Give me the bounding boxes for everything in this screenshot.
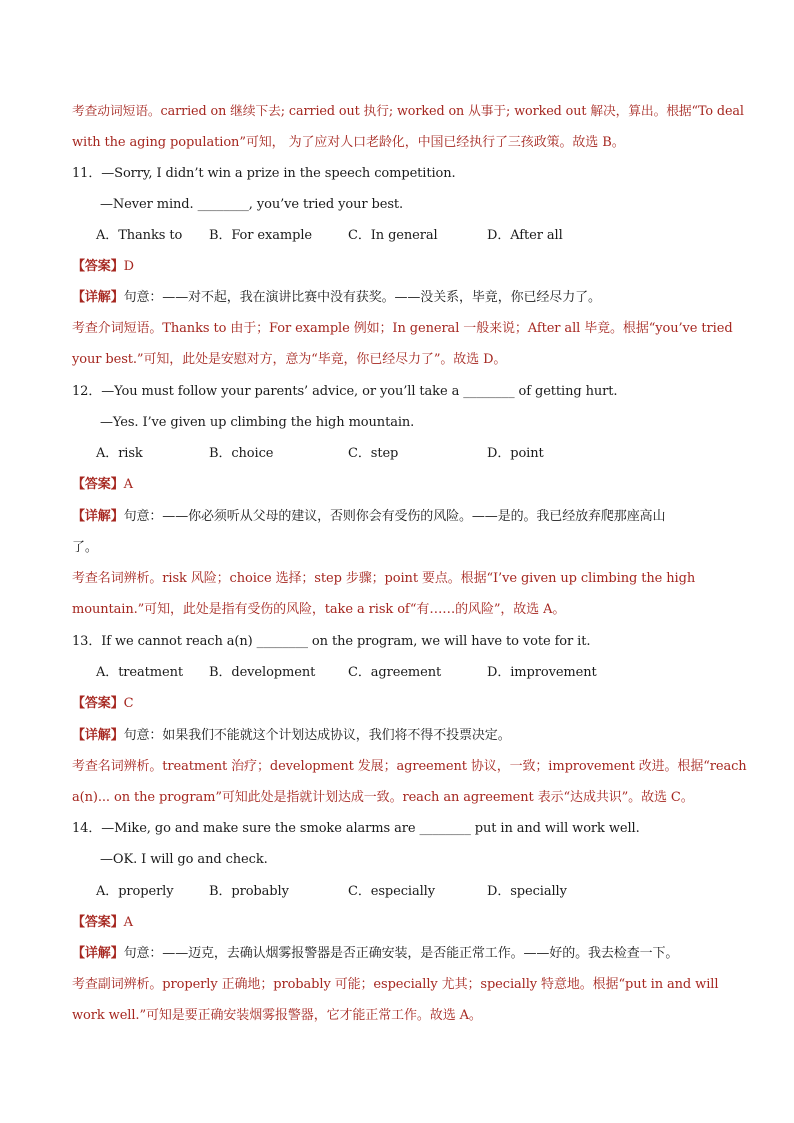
detail-tag: 【详解】 bbox=[72, 728, 124, 743]
q11-reply: —Never mind. ________, you’ve tried your best. bbox=[100, 197, 404, 212]
q12-detail-line2: 了。 bbox=[72, 540, 98, 555]
q13-option-b: B．development bbox=[209, 665, 316, 680]
q13-stem: 13．If we cannot reach a(n) ________ on the program, we will have to vote for it. bbox=[72, 634, 591, 649]
q11-option-d: D．After all bbox=[487, 228, 563, 243]
q14-option-a: A．properly bbox=[96, 884, 174, 899]
q10-analysis-line2: with the aging population”可知， 为了应对人口老龄化，中国已经执行了三孩政策。故选 B。 bbox=[72, 135, 625, 150]
q14-option-c: C．especially bbox=[348, 884, 435, 899]
q12-option-a: A．risk bbox=[96, 446, 143, 461]
q13-option-c: C．agreement bbox=[348, 665, 442, 680]
q14-analysis-line2: work well.”可知是要正确安装烟雾报警器，它才能正常工作。故选 A。 bbox=[72, 1008, 482, 1023]
q14-detail-text: 句意：——迈克，去确认烟雾报警器是否正确安装，是否能正常工作。——好的。我去检查一下。 bbox=[123, 946, 679, 961]
q12-answer bbox=[72, 476, 133, 494]
q14-stem: 14．—Mike, go and make sure the smoke alarms are ________ put in and will work well. bbox=[72, 821, 640, 836]
q14-option-d: D．specially bbox=[487, 884, 567, 899]
q13-analysis-line2: a(n)... on the program”可知此处是指就计划达成一致。reach an agreement 表示“达成共识”。故选 C。 bbox=[72, 790, 694, 805]
q13-detail-text: 句意：如果我们不能就这个计划达成协议，我们将不得不投票决定。 bbox=[123, 728, 511, 743]
q14-answer-value: A bbox=[123, 915, 133, 930]
q14-analysis-line1: 考查副词辨析。properly 正确地；probably 可能；especially 尤其；specially 特意地。根据“put in and will bbox=[72, 977, 719, 992]
q12-option-b: B．choice bbox=[209, 446, 274, 461]
q12-option-d: D．point bbox=[487, 446, 544, 461]
q12-answer-value: A bbox=[123, 477, 133, 492]
answer-tag: 【答案】 bbox=[72, 477, 124, 492]
q11-stem: 11．—Sorry, I didn’t win a prize in the speech competition. bbox=[72, 166, 456, 181]
q10-analysis-line1: 考查动词短语。carried on 继续下去; carried out 执行; worked on 从事于; worked out 解决，算出。根据“To deal bbox=[72, 104, 744, 119]
q12-analysis-line2: mountain.”可知，此处是指有受伤的风险，take a risk of“有……的风险”，故选 A。 bbox=[72, 602, 566, 617]
q14-reply: —OK. I will go and check. bbox=[100, 852, 268, 867]
q12-detail bbox=[72, 508, 665, 526]
q14-detail bbox=[72, 945, 678, 963]
q11-analysis-line2: your best.”可知，此处是安慰对方，意为“毕竟，你已经尽力了”。故选 D。 bbox=[72, 352, 507, 367]
q13-option-d: D．improvement bbox=[487, 665, 597, 680]
detail-tag: 【详解】 bbox=[72, 290, 124, 305]
q11-analysis-line1: 考查介词短语。Thanks to 由于；For example 例如；In general 一般来说；After all 毕竟。根据“you’ve tried bbox=[72, 321, 733, 336]
q13-answer-value: C bbox=[123, 696, 134, 711]
answer-tag: 【答案】 bbox=[72, 696, 124, 711]
q13-option-a: A．treatment bbox=[96, 665, 184, 680]
q11-answer-value: D bbox=[123, 259, 134, 274]
q12-stem: 12．—You must follow your parents’ advice, or you’ll take a ________ of getting hurt. bbox=[72, 384, 618, 399]
q11-answer bbox=[72, 258, 134, 276]
q11-detail-text: 句意：——对不起，我在演讲比赛中没有获奖。——没关系，毕竟，你已经尽力了。 bbox=[123, 290, 601, 305]
q11-detail bbox=[72, 289, 601, 307]
q12-reply: —Yes. I’ve given up climbing the high mountain. bbox=[100, 415, 415, 430]
answer-tag: 【答案】 bbox=[72, 915, 124, 930]
q11-option-a: A．Thanks to bbox=[96, 228, 183, 243]
q12-analysis-line1: 考查名词辨析。risk 风险；choice 选择；step 步骤；point 要点。根据“I’ve given up climbing the high bbox=[72, 571, 696, 586]
detail-tag: 【详解】 bbox=[72, 509, 124, 524]
q13-analysis-line1: 考查名词辨析。treatment 治疗；development 发展；agreement 协议，一致；improvement 改进。根据“reach bbox=[72, 759, 747, 774]
q14-answer bbox=[72, 914, 133, 932]
q12-detail-text: 句意：——你必须听从父母的建议，否则你会有受伤的风险。——是的。我已经放弃爬那座高山 bbox=[123, 509, 666, 524]
q13-detail bbox=[72, 727, 511, 745]
answer-tag: 【答案】 bbox=[72, 259, 124, 274]
q11-option-c: C．In general bbox=[348, 228, 438, 243]
detail-tag: 【详解】 bbox=[72, 946, 124, 961]
q13-answer bbox=[72, 695, 133, 713]
q11-option-b: B．For example bbox=[209, 228, 313, 243]
q12-option-c: C．step bbox=[348, 446, 399, 461]
q14-option-b: B．probably bbox=[209, 884, 289, 899]
